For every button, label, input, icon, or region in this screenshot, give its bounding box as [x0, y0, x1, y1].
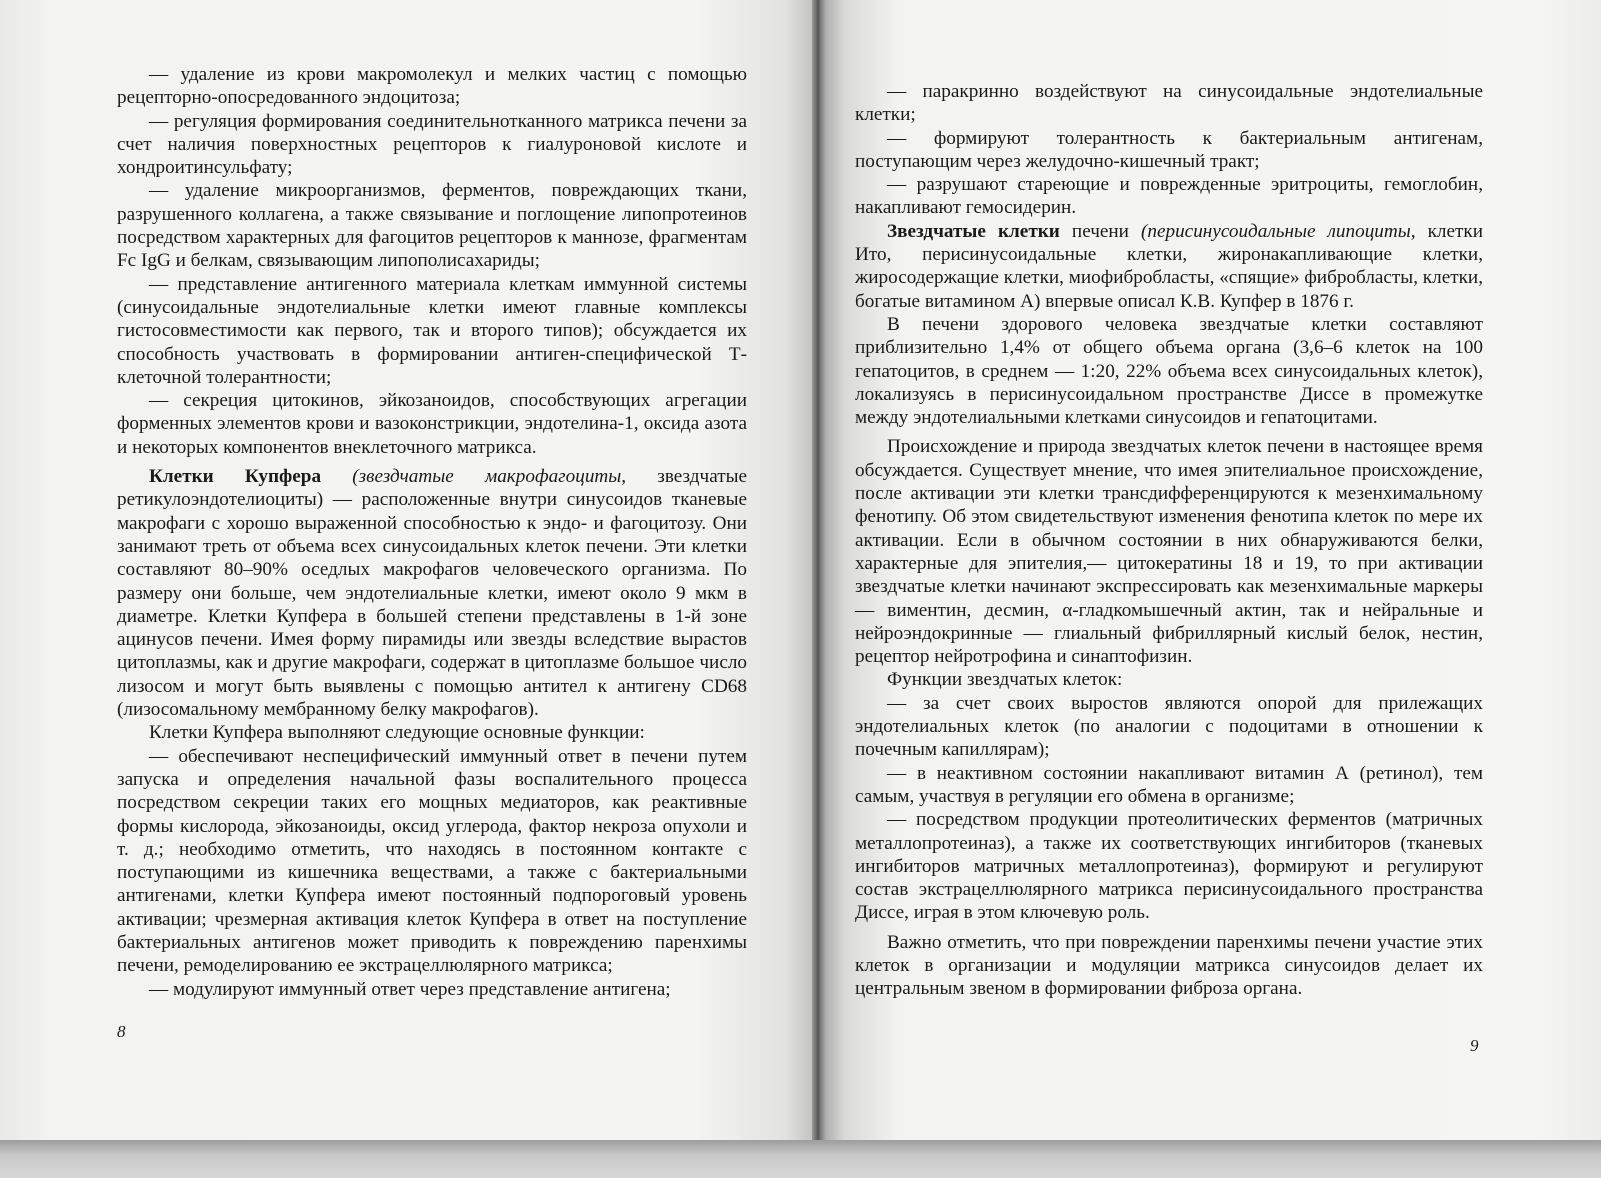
- stellate-origin-paragraph: Происхождение и природа звездчатых клеток печени в настоящее время обсуждается. Существует мнение, что имея эпителиальное происхождение, после активации эти клетки трансдифференцируются к мезенхимальному фенотипу. Об этом свидетельствуют изменения фенотипа клеток по мере их активации. Если в обычном состоянии в них обнаруживаются белки, характерные для эпителия,— цитокератины 18 и 19, то при активации звездчатые клетки начинают экспрессировать как мезенхимальные маркеры — виментин, десмин, α-гладкомышечный актин, так и нейральные и нейроэндокринные — глиальный фибриллярный кислый белок, нестин, рецептор нейротрофина и синаптофизин.: [855, 436, 1483, 668]
- sinusoid-function-4: — представление антигенного материала клеткам иммунной системы (синусоидальные эндотелиальные клетки имеют главные комплексы гистосовместимости как первого, так и второго типов); обсуждается их способность участвовать в формировании антиген-специфической Т-клеточной толерантности;: [117, 273, 747, 388]
- stellate-heading: Звездчатые клетки: [887, 220, 1060, 242]
- left-page-text: [117, 63, 747, 1001]
- right-page-text: [855, 80, 1483, 1001]
- sinusoid-function-3: — удаление микроорганизмов, ферментов, повреждающих ткани, разрушенного коллагена, а также связывание и поглощение липопротеинов посредством характерных для фагоцитов рецепторов к маннозе, фрагментам Fc IgG и белкам, связывающим липополисахариды;: [117, 180, 747, 272]
- sinusoid-function-2: — регуляция формирования соединительнотканного матрикса печени за счет наличия поверхностных рецепторов к гиалуроновой кислоте и хондроитинсульфату;: [117, 110, 747, 179]
- kupffer-function-1: — обеспечивают неспецифический иммунный ответ в печени путем запуска и определения начальной фазы воспалительного процесса посредством секреции таких его мощных медиаторов, как реактивные формы кислорода, эйкозаноиды, оксид углерода, фактор некроза опухоли и т. д.; необходимо отметить, что находясь в постоянном контакте с поступающими из кишечника веществами, а также с бактериальными антигенами, клетки Купфера имеют постоянный подпороговый уровень активации; чрезмерная активация клеток Купфера в ответ на поступление бактериальных антигенов может приводить к повреждению паренхимы печени, ремоделированию ее экстрацеллюлярного матрикса;: [117, 745, 747, 977]
- stellate-word: печени: [1059, 220, 1141, 242]
- kupffer-function-2: — модулируют иммунный ответ через представление антигена;: [149, 978, 671, 1000]
- page-number-left: 8: [117, 1022, 126, 1041]
- kupffer-function-4: — формируют толерантность к бактериальным антигенам, поступающим через желудочно-кишечный тракт;: [855, 127, 1483, 172]
- right-page: [822, 0, 1601, 1140]
- kupffer-synonym: (звездчатые макрофагоциты,: [352, 466, 627, 488]
- kupffer-heading: Клетки Купфера: [149, 466, 322, 488]
- stellate-functions-lead: Функции звездчатых клеток:: [887, 669, 1123, 691]
- stellate-function-2: — в неактивном состоянии накапливают витамин А (ретинол), тем самым, участвуя в регуляции его обмена в организме;: [855, 762, 1483, 807]
- page-bottom-edge: [0, 1140, 1601, 1178]
- kupffer-function-5: — разрушают стареющие и поврежденные эритроциты, гемоглобин, накапливают гемосидерин.: [855, 174, 1483, 219]
- stellate-synonym: (перисинусоидальные липоциты,: [1141, 220, 1416, 242]
- stellate-function-3: — посредством продукции протеолитических ферментов (матричных металлопротеиназ), а также их соответствующих ингибиторов (тканевых ингибиторов матричных металлопротеиназ), формируют и регулируют состав экстрацеллюлярного матрикса перисинусоидального пространства Диссе, играя в этом ключевую роль.: [855, 809, 1483, 924]
- kupffer-functions-lead: Клетки Купфера выполняют следующие основные функции:: [149, 722, 645, 744]
- kupffer-intro-paragraph: [117, 465, 747, 721]
- stellate-proportion-paragraph: В печени здорового человека звездчатые клетки составляют приблизительно 1,4% от общего объема органа (3,6–6 клеток на 100 гепатоцитов, в среднем — 1:20, 22% объема всех синусоидальных клеток), локализуясь в перисинусоидальном пространстве Диссе в промежутке между эндотелиальными клетками синусоидов и гепатоцитами.: [855, 313, 1483, 429]
- stellate-intro-paragraph: [855, 220, 1483, 313]
- sinusoid-function-1: — удаление из крови макромолекул и мелких частиц с помощью рецепторно-опосредованного эндоцитоза;: [117, 64, 747, 109]
- closing-paragraph: Важно отметить, что при повреждении паренхимы печени участие этих клеток в организации и модуляции матрикса синусоидов делает их центральным звеном в формировании фиброза органа.: [855, 931, 1483, 1000]
- book-gutter: [812, 0, 826, 1150]
- page-number-right: 9: [1470, 1036, 1479, 1055]
- stellate-intro-text: клетки Ито, перисинусоидальные клетки, жиронакапливающие клетки, жиросодержащие клетки, миофибробласты, «спящие» фибробласты, клетки, богатые витамином А) впервые описал К.В. Купфер в 1876 г.: [855, 220, 1483, 312]
- kupffer-intro-text: звездчатые ретикулоэндотелиоциты) — расположенные внутри синусоидов тканевые макрофаги с хорошо выраженной способностью к эндо- и фагоцитозу. Они занимают треть от объема всех синусоидальных клеток печени. Эти клетки составляют 80–90% оседлых макрофагов человеческого организма. По размеру они больше, чем эндотелиальные клетки, имеют около 9 мкм в диаметре. Клетки Купфера в большей степени представлены в 1-й зоне ацинусов печени. Имея форму пирамиды или звезды вследствие вырастов цитоплазмы, как и другие макрофаги, содержат в цитоплазме большое число лизосом и могут быть выявлены с помощью антител к антигену CD68 (лизосомальному мембранному белку макрофагов).: [117, 466, 748, 721]
- kupffer-function-3: — паракринно воздействуют на синусоидальные эндотелиальные клетки;: [855, 81, 1483, 126]
- sinusoid-function-5: — секреция цитокинов, эйкозаноидов, способствующих агрегации форменных элементов крови и вазоконстрикции, эндотелина-1, оксида азота и некоторых компонентов внеклеточного матрикса.: [117, 390, 747, 458]
- stellate-function-1: — за счет своих выростов являются опорой для прилежащих эндотелиальных клеток (по аналогии с подоцитами в отношении к почечным капиллярам);: [855, 692, 1483, 761]
- left-page: [0, 0, 818, 1140]
